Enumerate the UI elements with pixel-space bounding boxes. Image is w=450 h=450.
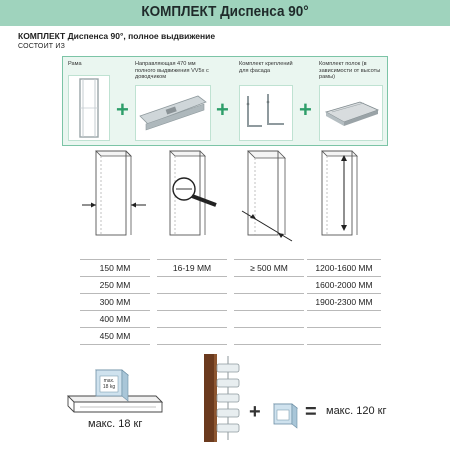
- component-label-runner: Направляющая 470 мм полного выдвижения VV5x с доводчиком: [135, 61, 209, 81]
- component-label-shelves: Комплект полок (в зависимости от высоты рамы): [319, 61, 381, 81]
- table-cell: [234, 294, 304, 311]
- diagram-height: [322, 151, 357, 235]
- plus-icon: +: [116, 97, 129, 122]
- table-column-panel-thickness: [157, 259, 227, 345]
- table-cell: 1200-1600 ММ: [307, 260, 381, 277]
- table-column-width: [80, 259, 150, 345]
- frame-icon: [69, 76, 109, 140]
- diagram-panel-thickness: [170, 151, 216, 235]
- box-max-label: [100, 379, 118, 390]
- table-cell: 400 ММ: [80, 311, 150, 328]
- table-cell: 150 ММ: [80, 260, 150, 277]
- table-cell: [157, 277, 227, 294]
- box-max-line1: max.: [103, 378, 115, 384]
- total-max-load: макс. 120 кг: [326, 405, 387, 417]
- component-image-fixings: [239, 85, 293, 141]
- diagram-side-clearance: [82, 151, 146, 235]
- table-cell: [157, 311, 227, 328]
- installation-diagrams: [78, 147, 378, 247]
- table-cell: [234, 277, 304, 294]
- table-column-depth: [234, 259, 304, 345]
- plus-sign: +: [249, 401, 261, 423]
- table-cell: 300 ММ: [80, 294, 150, 311]
- shelf-max-load: макс. 18 кг: [88, 418, 143, 430]
- pantry-unit-illustration: [198, 350, 246, 448]
- plus-icon: +: [299, 97, 312, 122]
- product-subtitle: КОМПЛЕКТ Диспенса 90°, полное выдвижение: [18, 31, 216, 41]
- component-image-runner: [135, 85, 211, 141]
- components-panel: [62, 56, 388, 146]
- plus-icon: +: [216, 97, 229, 122]
- consists-label: СОСТОИТ ИЗ: [18, 43, 66, 50]
- weight-box-icon: [270, 398, 300, 430]
- table-cell: 250 ММ: [80, 277, 150, 294]
- table-cell: 1600-2000 ММ: [307, 277, 381, 294]
- component-image-frame: [68, 75, 110, 141]
- table-cell: ≥ 500 ММ: [234, 260, 304, 277]
- table-cell: [157, 328, 227, 345]
- table-cell: [234, 328, 304, 345]
- table-cell: [157, 294, 227, 311]
- component-label-frame: Рама: [68, 61, 82, 67]
- equals-sign: =: [305, 401, 317, 423]
- box-max-line2: 18 kg: [102, 383, 116, 390]
- table-column-height: [307, 259, 381, 345]
- table-cell: [234, 311, 304, 328]
- runner-icon: [136, 86, 210, 140]
- table-cell: [307, 311, 381, 328]
- component-image-shelves: [319, 85, 383, 141]
- shelf-tray-icon: [320, 86, 382, 140]
- diagram-depth: [242, 151, 292, 241]
- table-cell: [307, 328, 381, 345]
- table-cell: 16-19 ММ: [157, 260, 227, 277]
- table-cell: 1900-2300 ММ: [307, 294, 381, 311]
- table-cell: 450 ММ: [80, 328, 150, 345]
- bracket-icon: [240, 86, 292, 140]
- component-label-fixings: Комплект креплений для фасада: [239, 61, 293, 74]
- page-title: КОМПЛЕКТ Диспенса 90°: [141, 3, 309, 20]
